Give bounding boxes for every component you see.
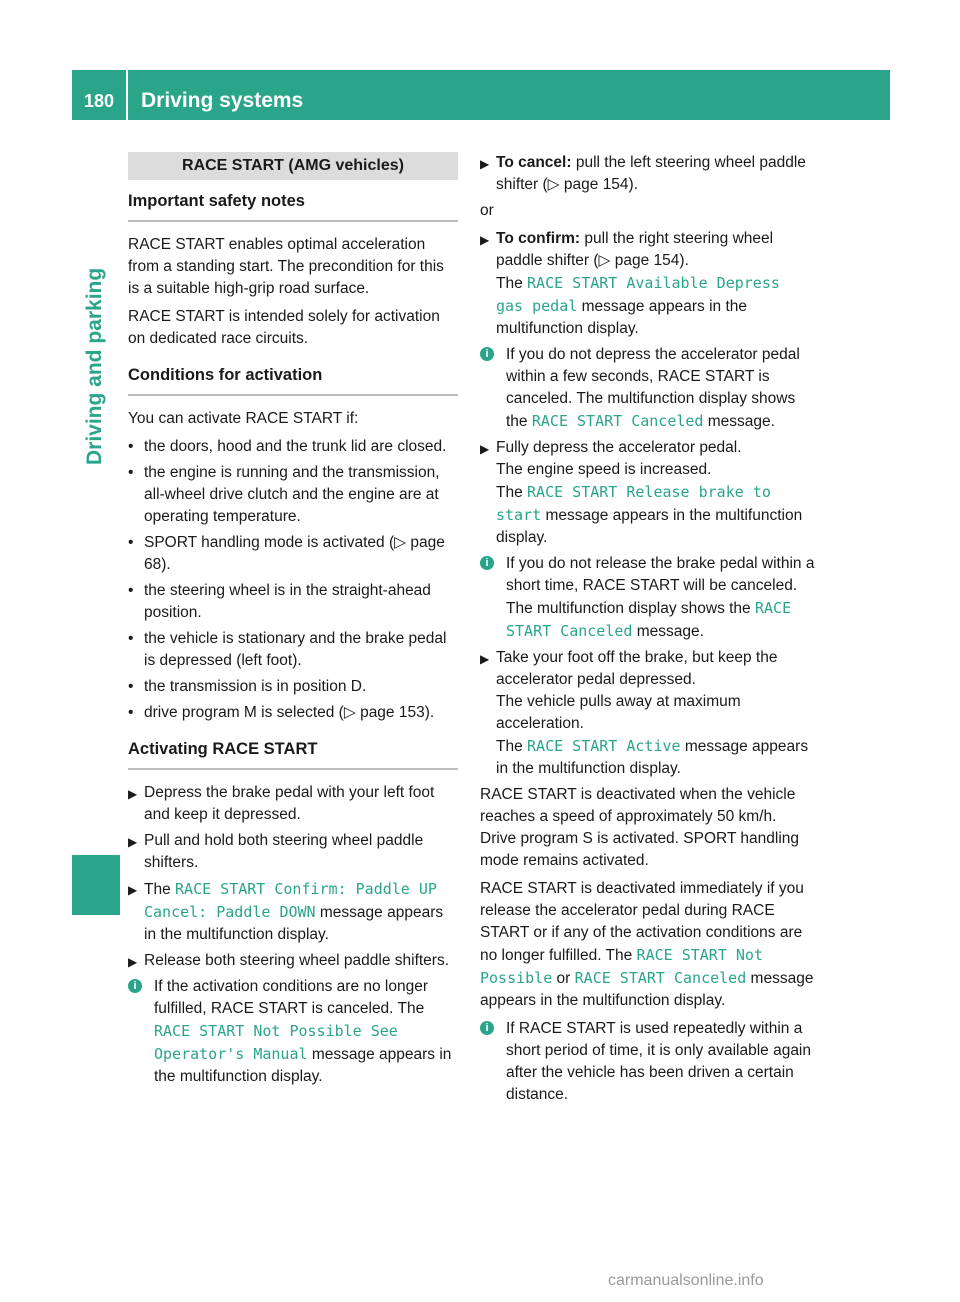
step-item: ▶ The RACE START Confirm: Paddle UP Cancel: Paddle DOWN message appears in the multifunction display. [128,880,444,943]
info-icon: i [480,347,494,361]
display-message: RACE START Not Possible See Operator's Manual [154,1022,398,1063]
info-note: i If the activation conditions are no longer fulfilled, RACE START is canceled. The RACE START Not Possible See Operator's Manual message appears in the multifunction display. [128,976,458,1088]
list-item: • the transmission is in position D. [128,678,367,695]
step-arrow-icon: ▶ [480,157,490,171]
step-arrow-icon: ▶ [480,652,490,666]
heading-activating: Activating RACE START [128,738,458,770]
step-item: ▶ To cancel: pull the left steering wheel paddle shifter (▷ page 154). [480,154,806,193]
paragraph: RACE START is deactivated immediately if you release the accelerator pedal during RACE START or if any of the activation conditions are no longer fulfilled. The RACE START Not Possible or RACE START Canceled message appears in the multifunction display. [480,880,814,1009]
heading-safety-notes: Important safety notes [128,190,458,222]
info-icon: i [480,556,494,570]
header-divider [126,70,128,120]
info-icon: i [480,1021,494,1035]
step-item: ▶ Pull and hold both steering wheel paddle shifters. [128,832,424,871]
display-message: RACE START Not Possible [480,946,763,987]
paragraph: RACE START is intended solely for activation on dedicated race circuits. [128,308,440,347]
info-note: i If you do not release the brake pedal within a short time, RACE START will be canceled. The multifunction display shows the RACE START Canceled message. [480,553,815,643]
step-arrow-icon: ▶ [128,883,138,897]
step-item: ▶ Depress the brake pedal with your left foot and keep it depressed. [128,784,435,823]
info-note: i If you do not depress the accelerator pedal within a few seconds, RACE START is canceled. The multifunction display shows the RACE START Canceled message. [480,344,815,433]
section-heading: RACE START (AMG vehicles) [128,152,458,180]
paragraph: You can activate RACE START if: [128,410,359,427]
page-title: Driving systems [141,89,304,112]
page-number: 180 [83,91,115,111]
watermark: carmanualsonline.info [608,1272,764,1289]
info-icon: i [128,979,142,993]
list-item: • SPORT handling mode is activated (▷ page 68). [128,534,445,573]
step-item: ▶ To confirm: pull the right steering wheel paddle shifter (▷ page 154). The RACE START Available Depress gas pedal message appears in the multifunction display. [480,230,780,337]
display-message: RACE START Confirm: Paddle UP Cancel: Paddle DOWN [144,880,437,921]
list-item: • the steering wheel is in the straight-ahead position. [128,582,431,621]
info-note: i If RACE START is used repeatedly within a short period of time, it is only available again after the vehicle has been driven a certain distance. [480,1018,815,1106]
step-item: ▶ Release both steering wheel paddle shifters. [128,950,458,972]
step-arrow-icon: ▶ [128,835,138,849]
list-item: • the doors, hood and the trunk lid are closed. [128,438,447,455]
right-column [480,152,815,1110]
paragraph: RACE START is deactivated when the vehicle reaches a speed of approximately 50 km/h. Drive program S is activated. SPORT handling mode remains activated. [480,786,800,869]
display-message: RACE START Active [527,737,681,755]
side-tab [70,125,120,1302]
display-message: RACE START Available Depress gas pedal [496,274,780,315]
side-tab-marker [72,855,120,915]
step-item: ▶ Take your foot off the brake, but keep the accelerator pedal depressed. The vehicle pulls away at maximum acceleration. The RACE START Active message appears in the multifunction display. [480,649,809,777]
step-arrow-icon: ▶ [128,787,138,801]
list-item: • drive program M is selected (▷ page 153). [128,704,435,721]
step-item: ▶ Fully depress the accelerator pedal. The engine speed is increased. The RACE START Release brake to start message appears in the multifunction display. [480,439,803,546]
paragraph: or [480,202,494,219]
display-message: RACE START Release brake to start [496,483,771,524]
step-arrow-icon: ▶ [480,442,490,456]
list-item: • the engine is running and the transmission, all-wheel drive clutch and the engine are at operating temperature. [128,464,440,525]
side-tab-label: Driving and parking [83,267,106,465]
display-message: RACE START Canceled [531,412,704,430]
step-arrow-icon: ▶ [480,233,490,247]
step-arrow-icon: ▶ [128,955,138,969]
heading-conditions: Conditions for activation [128,364,458,396]
paragraph: RACE START enables optimal acceleration from a standing start. The precondition for this is a suitable high-grip road surface. [128,236,444,297]
left-column [128,152,458,1092]
list-item: • the vehicle is stationary and the brake pedal is depressed (left foot). [128,630,447,669]
display-message: RACE START Canceled [506,599,792,640]
display-message: RACE START Canceled [574,969,747,987]
